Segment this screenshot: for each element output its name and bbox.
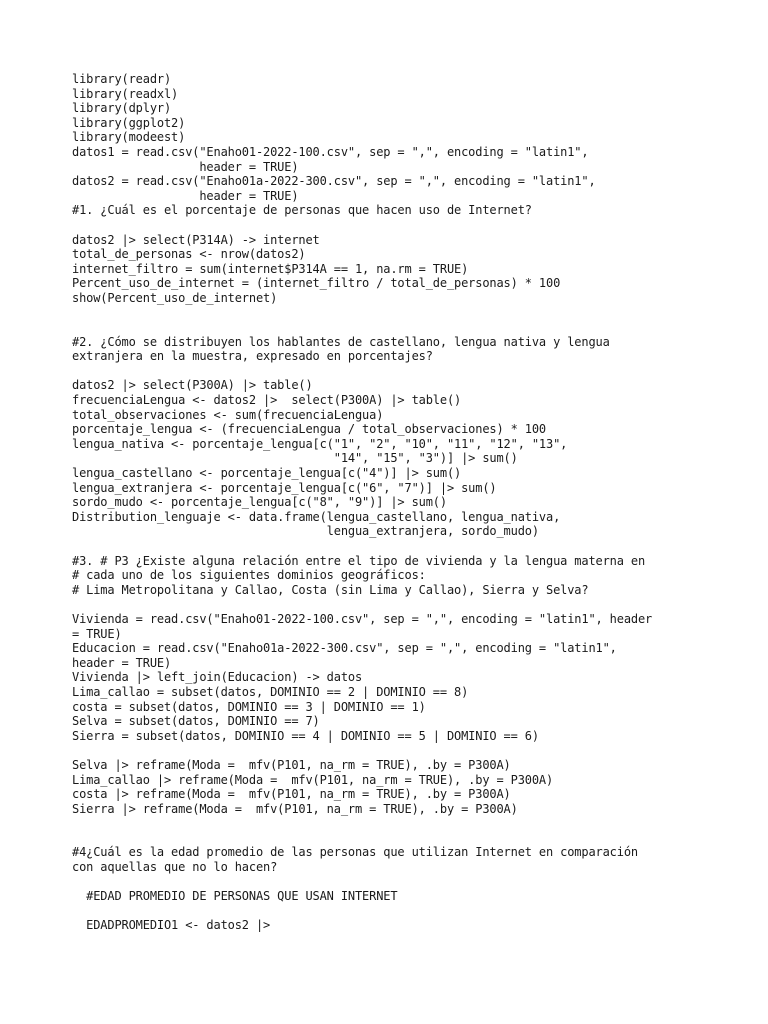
code-line: total_de_personas <- nrow(datos2) (72, 247, 306, 262)
code-line: header = TRUE) (72, 188, 299, 203)
code-line: datos2 = read.csv("Enaho01a-2022-300.csv", sep = ",", encoding = "latin1", (72, 174, 596, 189)
code-line: Sierra = subset(datos, DOMINIO == 4 | DOMINIO == 5 | DOMINIO == 6) (72, 728, 539, 743)
code-line: datos1 = read.csv("Enaho01-2022-100.csv", sep = ",", encoding = "latin1", (72, 144, 589, 159)
code-line (72, 831, 752, 846)
code-line: "14", "15", "3")] |> sum() (72, 451, 518, 466)
code-line (72, 218, 752, 233)
code-line (72, 875, 752, 890)
code-line: = TRUE) (72, 626, 122, 641)
code-line (72, 539, 752, 554)
code-line: #3. # P3 ¿Existe alguna relación entre el tipo de vivienda y la lengua materna en (72, 553, 646, 568)
code-line: header = TRUE) (72, 655, 172, 670)
code-line: total_observaciones <- sum(frecuenciaLengua) (72, 407, 384, 422)
code-line: lengua_castellano <- porcentaje_lengua[c("4")] |> sum() (72, 466, 462, 481)
code-line: Selva |> reframe(Moda = mfv(P101, na_rm = TRUE), .by = P300A) (72, 757, 511, 772)
code-line: library(readr) (72, 72, 172, 86)
code-line (72, 904, 752, 919)
code-line: costa = subset(datos, DOMINIO == 3 | DOMINIO == 1) (72, 699, 426, 714)
code-line: frecuenciaLengua <- datos2 |> select(P300A) |> table() (72, 393, 462, 408)
code-line: Lima_callao |> reframe(Moda = mfv(P101, na_rm = TRUE), .by = P300A) (72, 772, 554, 787)
code-line: Sierra |> reframe(Moda = mfv(P101, na_rm = TRUE), .by = P300A) (72, 801, 518, 816)
code-line: costa |> reframe(Moda = mfv(P101, na_rm = TRUE), .by = P300A) (72, 787, 511, 802)
code-line: con aquellas que no lo hacen? (72, 860, 278, 875)
code-line: header = TRUE) (72, 159, 299, 174)
code-line: # Lima Metropolitana y Callao, Costa (sin Lima y Callao), Sierra y Selva? (72, 582, 589, 597)
code-line (72, 364, 752, 379)
code-line (72, 320, 752, 335)
code-line: extranjera en la muestra, expresado en porcentajes? (72, 349, 433, 364)
code-line: Distribution_lenguaje <- data.frame(lengua_castellano, lengua_nativa, (72, 509, 561, 524)
code-line: datos2 |> select(P314A) -> internet (72, 232, 320, 247)
code-line: library(modeest) (72, 130, 186, 145)
code-line: lengua_extranjera <- porcentaje_lengua[c("6", "7")] |> sum() (72, 480, 497, 495)
code-line: sordo_mudo <- porcentaje_lengua[c("8", "9")] |> sum() (72, 495, 447, 510)
code-line: lengua_extranjera, sordo_mudo) (72, 524, 539, 539)
code-line: EDADPROMEDIO1 <- datos2 |> (72, 918, 271, 933)
code-line: Educacion = read.csv("Enaho01a-2022-300.csv", sep = ",", encoding = "latin1", (72, 641, 617, 656)
code-line: #2. ¿Cómo se distribuyen los hablantes de castellano, lengua nativa y lengua (72, 334, 610, 349)
code-line: # cada uno de los siguientes dominios geográficos: (72, 568, 426, 583)
code-line: internet_filtro = sum(internet$P314A == 1, na.rm = TRUE) (72, 261, 469, 276)
code-line: Vivienda |> left_join(Educacion) -> datos (72, 670, 363, 685)
code-line: #4¿Cuál es la edad promedio de las personas que utilizan Internet en comparación (72, 845, 638, 860)
code-line: Selva = subset(datos, DOMINIO == 7) (72, 714, 320, 729)
code-line: #1. ¿Cuál es el porcentaje de personas que hacen uso de Internet? (72, 203, 532, 218)
code-line (72, 597, 752, 612)
code-line (72, 306, 752, 321)
code-block (72, 72, 752, 933)
code-line: datos2 |> select(P300A) |> table() (72, 378, 313, 393)
code-line: show(Percent_uso_de_internet) (72, 290, 278, 305)
code-line: Vivienda = read.csv("Enaho01-2022-100.csv", sep = ",", encoding = "latin1", header (72, 611, 653, 626)
code-line: porcentaje_lengua <- (frecuenciaLengua / total_observaciones) * 100 (72, 422, 546, 437)
code-line (72, 743, 752, 758)
code-line: library(readxl) (72, 86, 179, 101)
code-line: Lima_callao = subset(datos, DOMINIO == 2 | DOMINIO == 8) (72, 684, 469, 699)
code-line (72, 816, 752, 831)
code-line: library(ggplot2) (72, 115, 186, 130)
code-line: #EDAD PROMEDIO DE PERSONAS QUE USAN INTERNET (72, 889, 398, 904)
code-line: library(dplyr) (72, 101, 172, 116)
code-line: Percent_uso_de_internet = (internet_filtro / total_de_personas) * 100 (72, 276, 561, 291)
code-line: lengua_nativa <- porcentaje_lengua[c("1", "2", "10", "11", "12", "13", (72, 436, 568, 451)
